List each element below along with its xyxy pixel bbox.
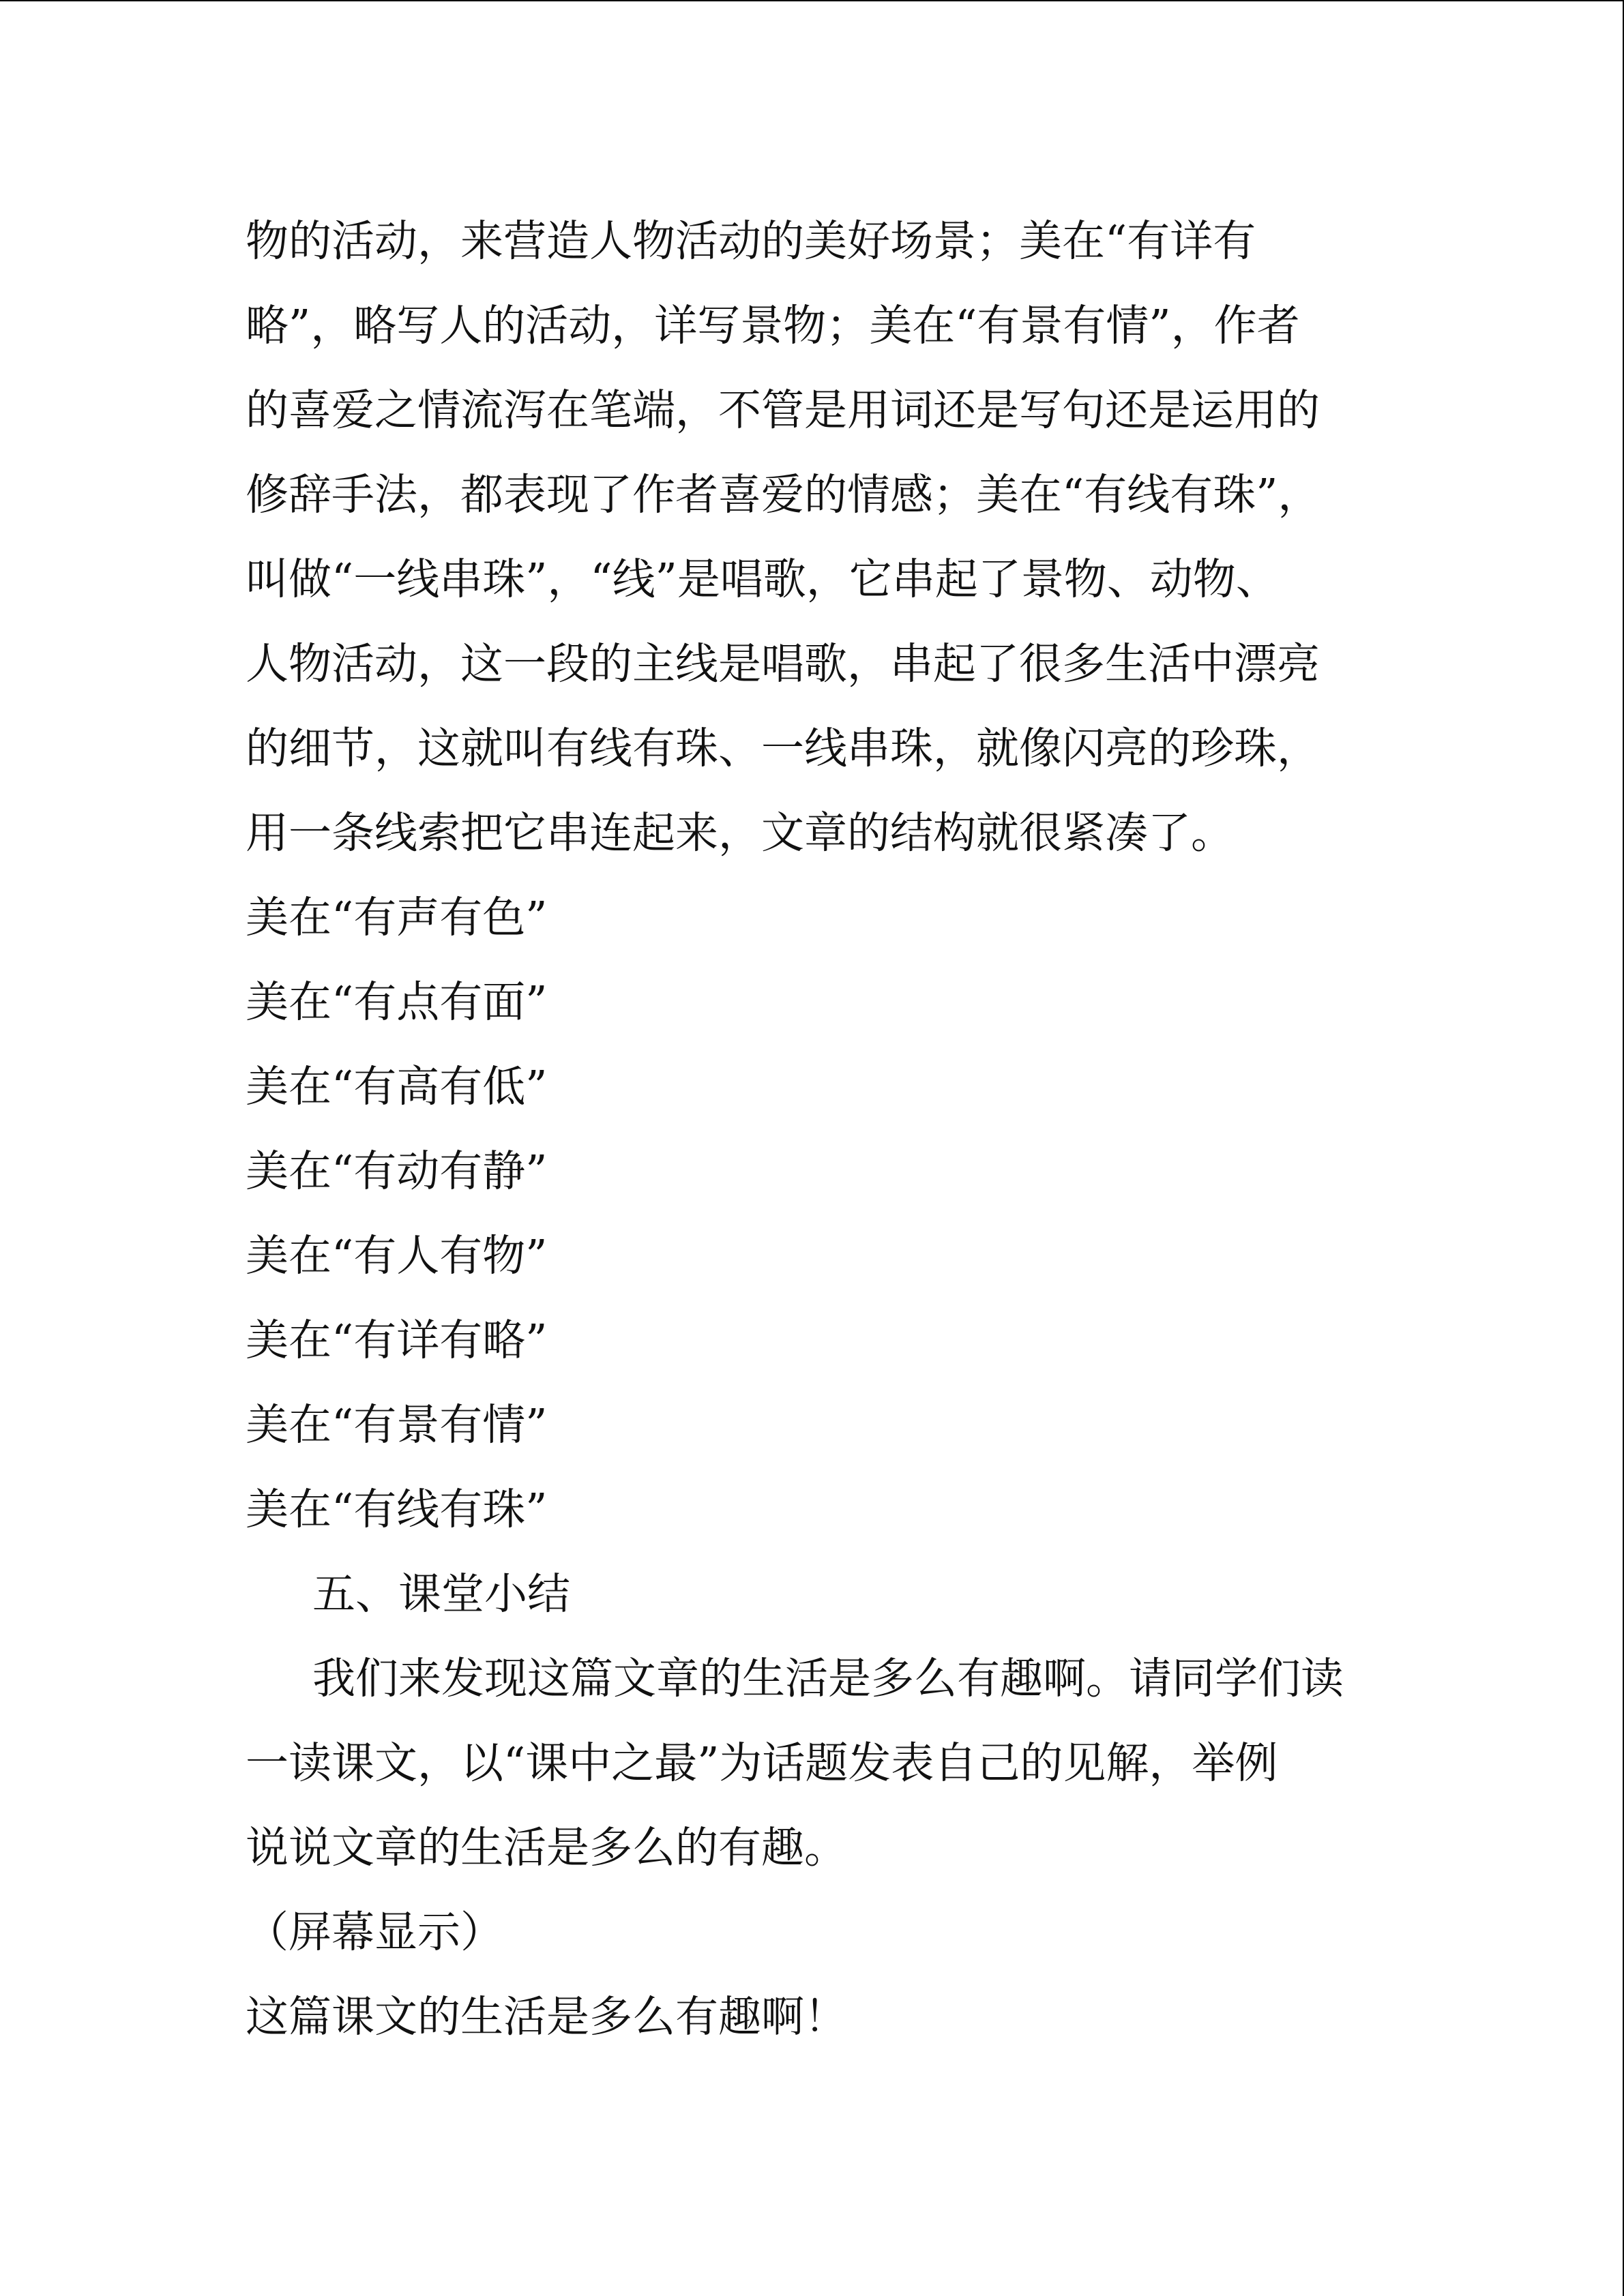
paragraph-line: 用一条线索把它串连起来，文章的结构就很紧凑了。 xyxy=(246,808,1234,858)
paragraph-line: 一读课文，以“课中之最”为话题发表自己的见解，举例 xyxy=(246,1738,1278,1788)
list-item: 美在“有点有面” xyxy=(246,977,548,1027)
list-item: 美在“有景有情” xyxy=(246,1400,548,1450)
paragraph-line: 叫做“一线串珠”，“线”是唱歌，它串起了景物、动物、 xyxy=(246,554,1279,604)
paragraph-line: 修辞手法，都表现了作者喜爱的情感；美在“有线有珠”， xyxy=(246,470,1321,520)
list-item: 美在“有线有珠” xyxy=(246,1485,548,1534)
list-item: 美在“有详有略” xyxy=(246,1315,548,1365)
paragraph-line: 物的活动，来营造人物活动的美好场景；美在“有详有 xyxy=(246,216,1256,266)
document-body xyxy=(246,199,1378,2059)
paragraph-line: 人物活动，这一段的主线是唱歌，串起了很多生活中漂亮 xyxy=(246,639,1320,689)
paragraph-line: 说说文章的生活是多么的有趣。 xyxy=(246,1823,847,1873)
paragraph-line: 这篇课文的生活是多么有趣啊！ xyxy=(246,1992,847,2042)
screen-note: （屏幕显示） xyxy=(246,1907,503,1957)
paragraph-line: 的喜爱之情流泻在笔端，不管是用词还是写句还是运用的 xyxy=(246,385,1320,435)
section-heading: 五、课堂小结 xyxy=(312,1569,570,1619)
list-item: 美在“有动有静” xyxy=(246,1146,548,1196)
paragraph-line: 略”，略写人的活动，详写景物；美在“有景有情”，作者 xyxy=(246,301,1300,351)
list-item: 美在“有高有低” xyxy=(246,1062,548,1112)
paragraph-line: 的细节，这就叫有线有珠、一线串珠，就像闪亮的珍珠， xyxy=(246,724,1320,773)
list-item: 美在“有人有物” xyxy=(246,1231,548,1281)
list-item: 美在“有声有色” xyxy=(246,893,548,942)
paragraph-line: 我们来发现这篇文章的生活是多么有趣啊。请同学们读 xyxy=(312,1654,1344,1703)
